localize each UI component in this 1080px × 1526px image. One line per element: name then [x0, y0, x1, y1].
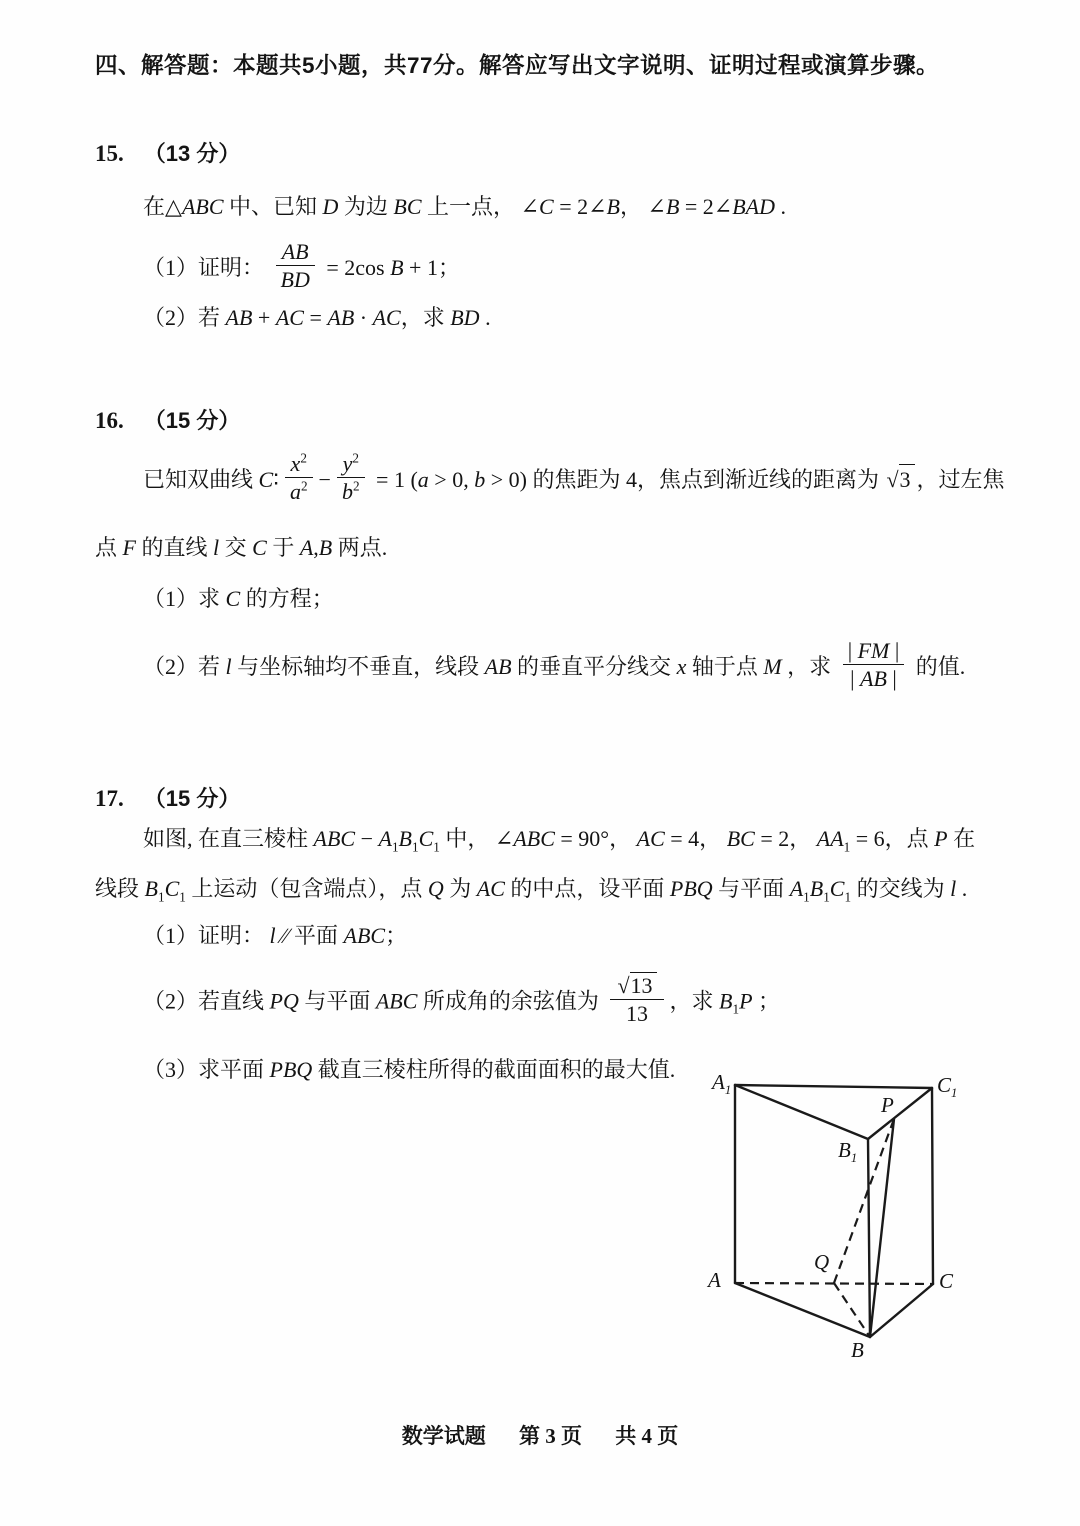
question-16-part-2: （2）若 l 与坐标轴均不垂直，线段 AB 的垂直平分线交 x 轴于点 M ，求 $\frac{| FM |}{| AB |}$ 的值.	[143, 638, 966, 692]
question-17-score: （15 分）	[143, 786, 241, 811]
vertex-label-b: B	[851, 1338, 864, 1362]
vertex-label-c: C	[939, 1269, 954, 1293]
question-16-intro-line-2: 点 F 的直线 l 交 C 于 A,B 两点.	[95, 535, 388, 560]
question-17-part-1: （1）证明： l ∕∕ 平面 ABC；	[143, 923, 408, 948]
question-16-intro-line-1: 已知双曲线 C∶ $\frac{x^2}{a^2}$ − $\frac{y^2}{b^2}$ = 1 (a > 0, b > 0) 的焦距为 4，焦点到渐近线的距离为 √3 ，过左焦	[143, 450, 1005, 505]
question-16-heading	[95, 405, 240, 437]
question-15-heading	[95, 138, 240, 170]
question-16-score: （15 分）	[143, 408, 241, 433]
question-15-intro: 在△ABC 中、已知 D 为边 BC 上一点， ∠C = 2∠B， ∠B = 2∠BAD .	[143, 194, 786, 219]
vertex-label-p: P	[881, 1093, 894, 1117]
vertex-label-c1: $C_1$	[937, 1073, 958, 1101]
section-header: 四、解答题：本题共5小题，共77分。解答应写出文字说明、证明过程或演算步骤。	[95, 53, 940, 78]
question-17-heading	[95, 783, 240, 815]
question-15-part-1: （1）证明： $\frac{AB}{BD}$ = 2cos B + 1；	[143, 239, 460, 293]
question-17-number: 17.	[95, 786, 124, 811]
question-15-score: （13 分）	[143, 141, 241, 166]
vertex-label-q: Q	[814, 1250, 830, 1274]
footer-doc-title: 数学试题	[401, 1424, 486, 1448]
vertex-label-a: A	[708, 1268, 721, 1292]
vertex-label-a1: $A_1$	[712, 1070, 732, 1098]
question-17-part-3: （3）求平面 PBQ 截直三棱柱所得的截面面积的最大值.	[143, 1057, 676, 1082]
footer-page-number: 第 3 页	[519, 1424, 582, 1448]
page-footer	[0, 1420, 1080, 1450]
prism-figure	[688, 1072, 990, 1397]
question-15-number: 15.	[95, 141, 124, 166]
dashed-edges	[735, 1119, 933, 1337]
question-16-part-1: （1）求 C 的方程；	[143, 586, 334, 611]
question-15-part-2: （2）若 AB + AC = AB · AC，求 BD .	[143, 305, 491, 330]
question-17-intro-line-1: 如图, 在直三棱柱 ABC − $A_1B_1C_1$ 中， ∠ABC = 90°， AC = 4， BC = 2， $AA_1 = 6$，点 P 在	[143, 826, 976, 855]
question-17-part-2: （2）若直线 PQ 与平面 ABC 所成角的余弦值为 $\frac{√13}{13}$ ，求 $B_1P$ ；	[143, 973, 781, 1027]
prism-figure-svg	[688, 1072, 990, 1397]
vertex-label-b1: $B_1$	[838, 1138, 858, 1166]
footer-page-total: 共 4 页	[615, 1424, 679, 1448]
question-16-number: 16.	[95, 408, 124, 433]
solid-edges	[735, 1085, 933, 1337]
question-17-intro-line-2: 线段 $B_1C_1$ 上运动（包含端点），点 Q 为 AC 的中点，设平面 PBQ 与平面 $A_1B_1C_1$ 的交线为 l .	[95, 876, 968, 905]
